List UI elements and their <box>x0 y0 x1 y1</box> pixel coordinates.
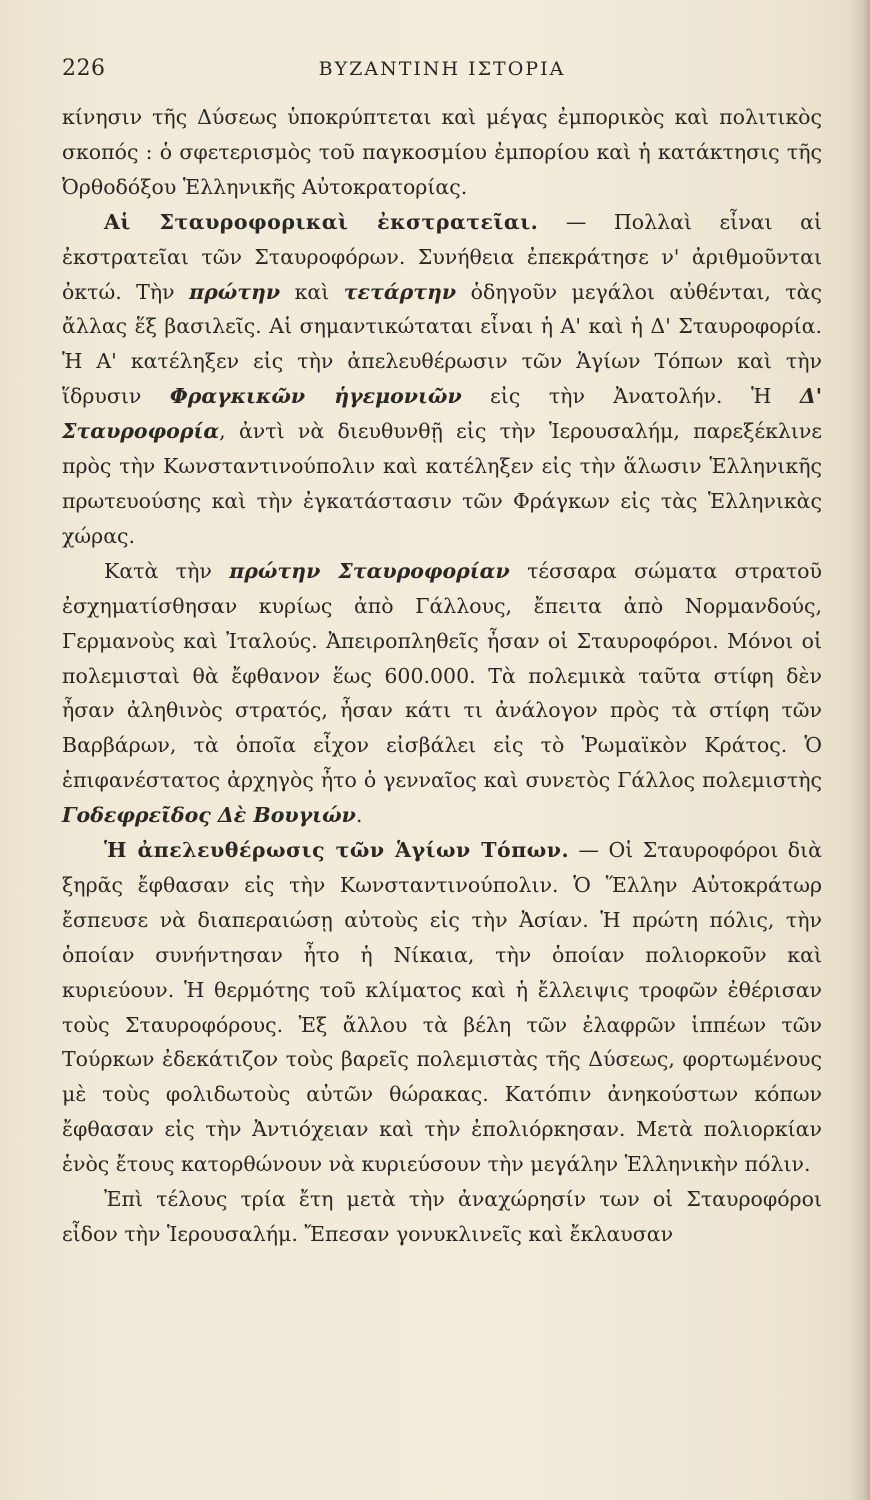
text-segment: καὶ <box>280 279 344 304</box>
section-heading-liberation: Ἡ ἀπελευθέρωσις τῶν Ἁγίων Τόπων. <box>104 838 570 863</box>
paragraph-intro <box>62 100 822 205</box>
paragraph-liberation <box>62 833 822 1182</box>
paragraph-crusades <box>62 205 822 554</box>
text-segment: κίνησιν τῆς Δύσεως ὑποκρύπτεται καὶ μέγας ἐμπορικὸς καὶ πολιτικὸς σκοπός : ὁ σφετερισμὸς τοῦ παγκοσμίου ἐμπορίου καὶ ἡ κατάκτησις τῆς Ὀρθοδόξου Ἑλληνικῆς Αὐτοκρατορίας. <box>62 105 822 199</box>
emphasis-text: τετάρτην <box>343 279 457 304</box>
text-segment: Ἐπὶ τέλους τρία ἔτη μετὰ τὴν ἀναχώρησίν των οἱ Σταυροφόροι εἶδον τὴν Ἱερουσαλήμ. Ἔπεσαν γονυκλινεῖς καὶ ἔκλαυσαν <box>62 1187 822 1246</box>
section-heading-crusades: Αἱ Σταυροφορικαὶ ἐκστρατεῖαι. <box>104 209 539 234</box>
text-segment: Κατὰ τὴν <box>104 558 230 583</box>
text-segment: . <box>355 803 363 828</box>
text-segment: — Οἱ Σταυροφόροι διὰ ξηρᾶς ἔφθασαν εἰς τὴν Κωνσταντινούπολιν. Ὁ Ἕλλην Αὐτοκράτωρ ἔσπευσε νὰ διαπεραιώσῃ αὐτοὺς εἰς τὴν Ἀσίαν. Ἡ πρώτη πόλις, τὴν ὁποίαν συνήντησαν ἦτο ἡ Νίκαια, τὴν ὁποίαν πολιορκοῦν καὶ κυριεύουν. Ἡ θερμότης τοῦ κλίματος καὶ ἡ ἔλλειψις τροφῶν ἐθέρισαν τοὺς Σταυροφόρους. Ἐξ ἄλλου τὰ βέλη τῶν ἐλαφρῶν ἱππέων τῶν Τούρκων ἐδεκάτιζον τοὺς βαρεῖς πολεμιστὰς τῆς Δύσεως, φορτωμένους μὲ τοὺς φολιδωτοὺς αὐτῶν θώρακας. Κατόπιν ἀνηκούστων κόπων ἔφθασαν εἰς τὴν Ἀντιόχειαν καὶ τὴν ἐπολιόρκησαν. Μετὰ πολιορκίαν ἑνὸς ἔτους κατορθώνουν νὰ κυριεύσουν τὴν μεγάλην Ἑλληνικὴν πόλιν. <box>62 838 822 1177</box>
emphasis-text: Γοδεφρεῖδος Δὲ Βουγιών <box>62 803 356 828</box>
text-segment: εἰς τὴν Ἀνατολήν. Ἡ <box>461 384 800 409</box>
page-header <box>62 56 822 88</box>
body-text <box>62 100 822 1252</box>
page-number: 226 <box>62 56 106 81</box>
text-segment: τέσσαρα σώματα στρατοῦ ἐσχηματίσθησαν κυρίως ἀπὸ Γάλλους, ἔπειτα ἀπὸ Νορμανδούς, Γερμανοὺς καὶ Ἰταλούς. Ἀπειροπληθεῖς ἦσαν οἱ Σταυροφόροι. Μόνοι οἱ πολεμισταὶ θὰ ἔφθανον ἕως 600.000. Τὰ πολεμικὰ ταῦτα στίφη δὲν ἦσαν ἀληθινὸς στρατός, ἦσαν κάτι τι ἀνάλογον πρὸς τὰ στίφη τῶν Βαρβάρων, τὰ ὁποῖα εἶχον εἰσβάλει εἰς τὸ Ῥωμαϊκὸν Κράτος. Ὁ ἐπιφανέστατος ἀρχηγὸς ἦτο ὁ γενναῖος καὶ συνετὸς Γάλλος πολεμιστὴς <box>62 558 822 793</box>
running-title: ΒΥΖΑΝΤΙΝΗ ΙΣΤΟΡΙΑ <box>318 58 566 80</box>
emphasis-text: Φραγκικῶν ἡγεμονιῶν <box>169 384 462 409</box>
text-segment: — Πολλαὶ εἶναι αἱ ἐκστρατεῖαι τῶν Σταυροφόρων. Συνήθεια ἐπεκράτησε ν' ἀριθμοῦνται ὀκτώ. Τὴν <box>62 209 822 304</box>
text-segment: , ἀντὶ νὰ διευθυνθῇ εἰς τὴν Ἱερουσαλήμ, παρεξέκλινε πρὸς τὴν Κωνσταντινούπολιν καὶ κατέληξεν εἰς τὴν ἅλωσιν Ἑλληνικῆς πρωτευούσης καὶ τὴν ἐγκατάστασιν τῶν Φράγκων εἰς τὰς Ἑλληνικὰς χώρας. <box>62 419 822 548</box>
emphasis-text: πρώτην Σταυροφορίαν <box>229 558 510 583</box>
emphasis-text: Δ' Σταυροφορία <box>62 384 822 444</box>
page-edge-shadow <box>848 0 870 1500</box>
emphasis-text: πρώτην <box>189 279 281 304</box>
paragraph-jerusalem <box>62 1182 822 1252</box>
text-segment: ὁδηγοῦν μεγάλοι αὐθένται, τὰς ἄλλας ἕξ βασιλεῖς. Αἱ σημαντικώταται εἶναι ἡ Α' καὶ ἡ Δ' Σταυροφορία. Ἡ Α' κατέληξεν εἰς τὴν ἀπελευθέρωσιν τῶν Ἁγίων Τόπων καὶ τὴν ἵδρυσιν <box>62 279 822 409</box>
paragraph-first-crusade <box>62 554 822 833</box>
